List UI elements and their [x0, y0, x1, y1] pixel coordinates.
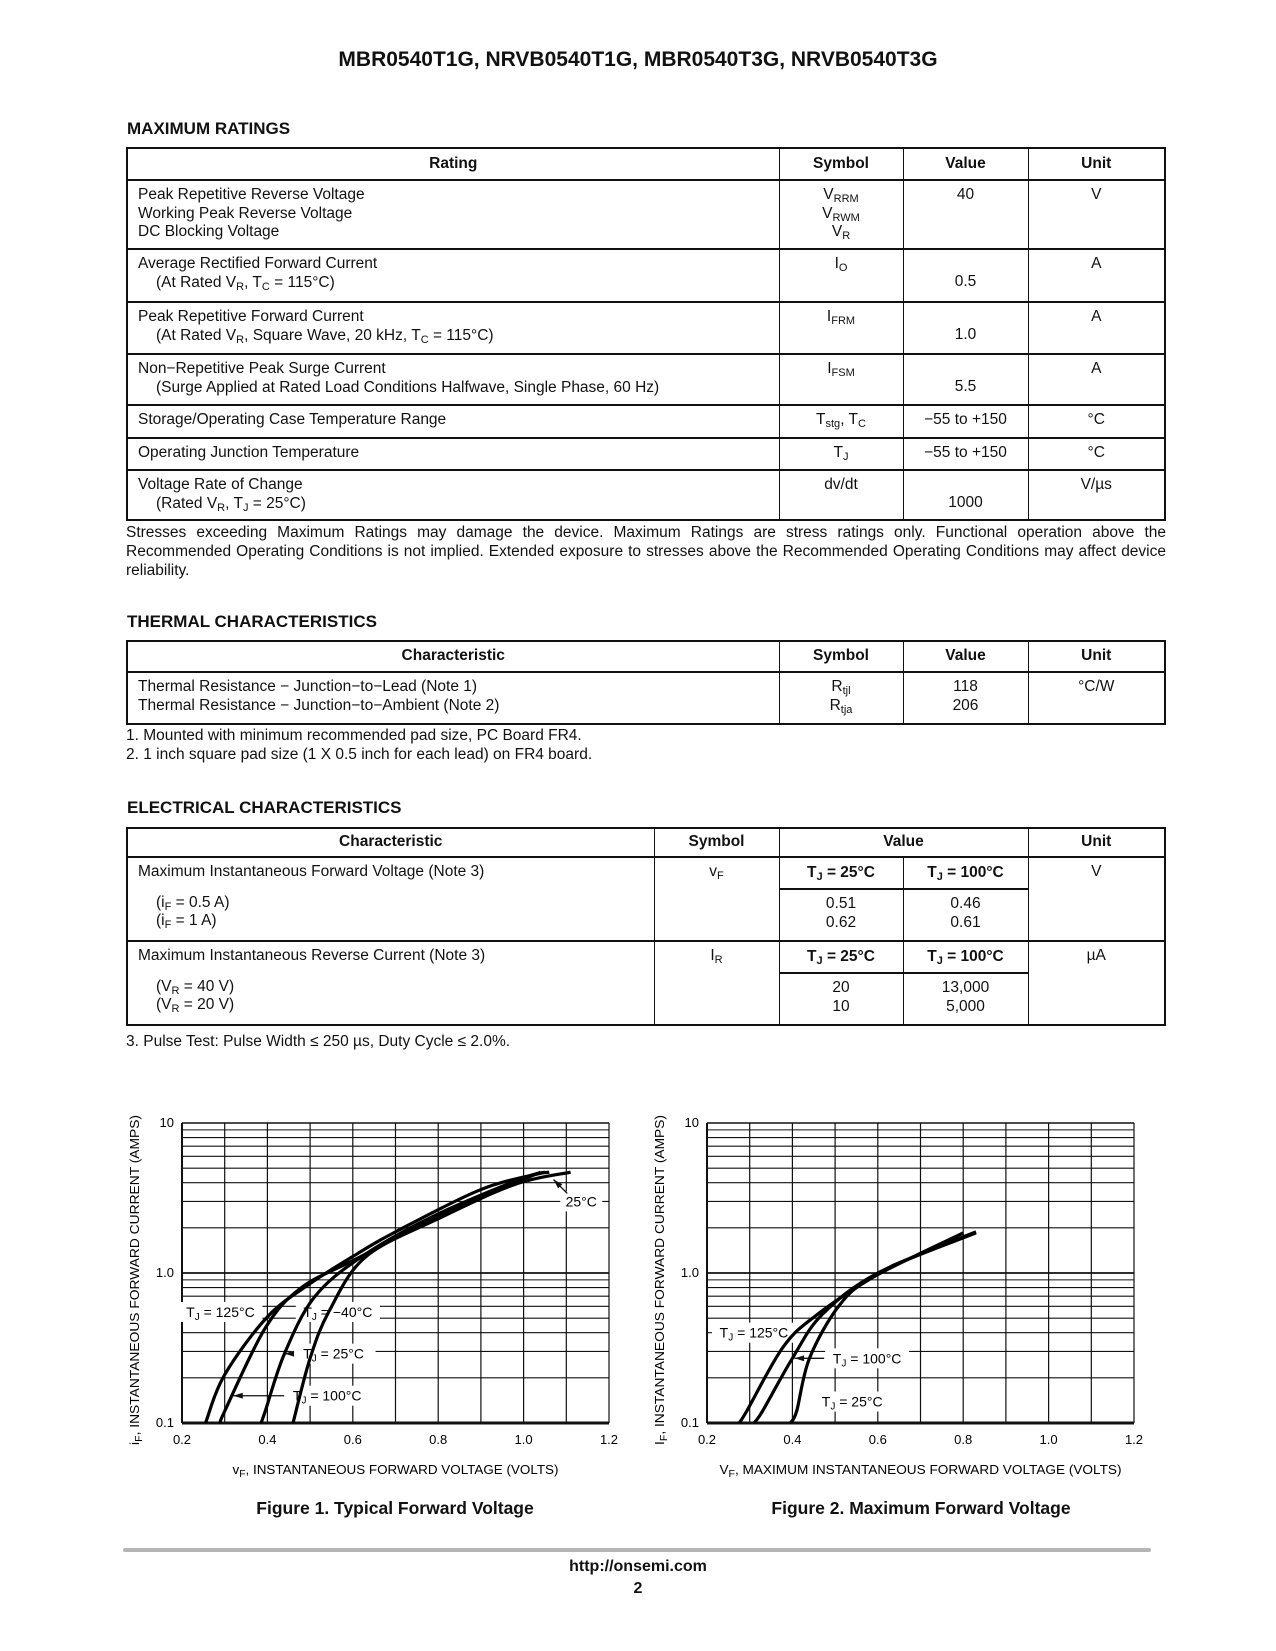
y-tick-label: 1.0	[155, 1265, 174, 1280]
value-cell	[903, 889, 1028, 941]
value: 20	[832, 979, 850, 996]
max-ratings-table	[126, 147, 1166, 521]
col-characteristic: Characteristic	[127, 641, 779, 672]
symbol-cell	[779, 470, 903, 520]
symbol: $I_{FSM}$	[827, 360, 855, 379]
thermal-note-2: 2. 1 inch square pad size (1 X 0.5 inch for each lead) on FR4 board.	[126, 746, 593, 763]
symbol-cell	[779, 302, 903, 354]
y-axis-label: $i_F$, INSTANTANEOUS FORWARD CURRENT (AMPS)	[127, 1133, 145, 1445]
x-tick-label: 1.0	[1039, 1432, 1058, 1447]
col-rating: Rating	[127, 148, 779, 180]
x-axis-label: $V_F$, MAXIMUM INSTANTANEOUS FORWARD VOLTAGE (VOLTS)	[719, 1462, 1105, 1480]
value-cell: −55 to +150	[903, 438, 1028, 470]
table-row	[127, 405, 1165, 438]
table-row	[127, 354, 1165, 405]
x-tick-label: 0.4	[783, 1432, 802, 1447]
figure-2-chart	[645, 1100, 1165, 1490]
rating-cell	[127, 405, 779, 438]
col-value: Value	[903, 641, 1028, 672]
col-unit: Unit	[1028, 148, 1165, 180]
unit-cell: °C	[1028, 405, 1165, 438]
series-curve	[220, 1172, 541, 1423]
annotation-label: $T_J = 125^\circ C$	[186, 1303, 255, 1323]
value-cell	[903, 973, 1028, 1025]
rating-line: Non−Repetitive Peak Surge Current	[138, 360, 386, 377]
value: 0.51	[825, 895, 857, 912]
col-symbol: Symbol	[779, 148, 903, 180]
value-cell: −55 to +150	[903, 405, 1028, 438]
temp-header-25: $T_J = 25^\circ C$	[779, 857, 903, 889]
symbol-cell	[779, 405, 903, 438]
unit-cell: A	[1028, 302, 1165, 354]
value-cell: 0.5	[903, 249, 1028, 302]
rating-cell	[127, 180, 779, 249]
unit-cell: A	[1028, 249, 1165, 302]
rating-cell	[127, 438, 779, 470]
value: 13,000	[941, 979, 990, 996]
unit-cell: V	[1028, 180, 1165, 249]
symbol: dv/dt	[824, 476, 858, 493]
thermal-heading: THERMAL CHARACTERISTICS	[127, 612, 377, 631]
rating-line: Peak Repetitive Reverse Voltage	[138, 186, 365, 203]
col-value: Value	[903, 148, 1028, 180]
y-axis-label: $I_F$, INSTANTANEOUS FORWARD CURRENT (AMPS)	[652, 1132, 670, 1445]
col-unit: Unit	[1028, 641, 1165, 672]
condition: ($i_F = 0.5$ A)	[156, 893, 230, 913]
figure-2-caption: Figure 2. Maximum Forward Voltage	[771, 1498, 1071, 1518]
table-row	[127, 672, 1165, 724]
col-value: Value	[779, 828, 1028, 857]
value: 206	[952, 696, 979, 714]
x-tick-label: 0.6	[868, 1432, 887, 1447]
grid	[182, 1123, 609, 1423]
arrowhead-icon	[795, 1355, 805, 1361]
value: 0.46	[950, 895, 981, 912]
rating-line: (Surge Applied at Rated Load Conditions Halfwave, Single Phase, 60 Hz)	[156, 378, 660, 396]
y-tick-label: 1.0	[680, 1265, 699, 1280]
max-ratings-heading: MAXIMUM RATINGS	[127, 119, 291, 138]
characteristic-cell	[127, 857, 654, 941]
symbol: $V_{RWM}$	[822, 204, 860, 224]
condition: ($V_R = 20$ V)	[156, 996, 235, 1015]
electrical-note: 3. Pulse Test: Pulse Width ≤ 250 µs, Duty Cycle ≤ 2.0%.	[126, 1033, 511, 1050]
x-tick-label: 1.2	[599, 1432, 619, 1447]
temp-header-100: $T_J = 100^\circ C$	[903, 857, 1028, 889]
figure-1-caption: Figure 1. Typical Forward Voltage	[256, 1498, 534, 1518]
condition: ($V_R = 40$ V)	[156, 977, 235, 997]
rating-line: Voltage Rate of Change	[138, 476, 303, 493]
value: 10	[832, 997, 850, 1015]
arrowhead-icon	[233, 1393, 243, 1399]
figure-1-chart	[120, 1100, 640, 1490]
characteristic-line: Thermal Resistance − Junction−to−Lead (Note 1)	[138, 678, 478, 695]
value-cell: 1000	[903, 470, 1028, 520]
rating-cell	[127, 249, 779, 302]
characteristic-title: Maximum Instantaneous Forward Voltage (Note 3)	[138, 863, 485, 880]
y-tick-label: 0.1	[155, 1415, 174, 1430]
x-tick-label: 0.6	[343, 1432, 362, 1447]
table-row	[127, 470, 1165, 520]
symbol: $R_{tjl}$	[831, 678, 851, 697]
symbol: $V_R$	[831, 223, 851, 242]
symbol-cell	[779, 249, 903, 302]
condition: ($i_F = 1$ A)	[156, 912, 217, 931]
characteristic-cell	[127, 941, 654, 1025]
x-tick-label: 0.8	[429, 1432, 448, 1447]
symbol: $I_O$	[834, 255, 848, 274]
x-tick-label: 1.2	[1124, 1432, 1144, 1447]
conditions	[138, 894, 644, 931]
temp-header-25: $T_J = 25^\circ C$	[779, 941, 903, 973]
table-row	[127, 857, 1165, 889]
temp-header-100: $T_J = 100^\circ C$	[903, 941, 1028, 973]
value: 0.62	[825, 913, 857, 931]
conditions	[138, 978, 644, 1015]
x-tick-label: 1.0	[514, 1432, 533, 1447]
characteristic-cell	[127, 672, 779, 724]
value-cell	[779, 973, 903, 1025]
y-tick-label: 0.1	[680, 1415, 699, 1430]
series-curve	[261, 1172, 549, 1423]
annotation-label: $T_J = 100^\circ C$	[292, 1387, 362, 1407]
unit-cell: µA	[1028, 941, 1165, 1025]
footer-divider	[123, 1548, 1151, 1552]
thermal-table	[126, 640, 1166, 725]
symbol: $V_{RRM}$	[823, 186, 859, 205]
symbol: $R_{tja}$	[829, 696, 853, 716]
rating-line: (Rated $V_R$, $T_J = 25^\circ C$)	[156, 494, 306, 514]
y-tick-label: 10	[159, 1115, 174, 1130]
x-tick-label: 0.2	[172, 1432, 192, 1447]
col-symbol: Symbol	[654, 828, 779, 857]
value: 0.61	[950, 913, 981, 931]
unit-cell: °C/W	[1028, 672, 1165, 724]
symbol: $I_{FRM}$	[826, 308, 856, 327]
series-curve	[293, 1172, 571, 1423]
x-tick-label: 0.2	[697, 1432, 717, 1447]
unit-cell: V	[1028, 857, 1165, 941]
document-title: MBR0540T1G, NRVB0540T1G, MBR0540T3G, NRVB0540T3G	[338, 48, 938, 71]
rating-line: Working Peak Reverse Voltage	[138, 204, 353, 222]
table-row	[127, 941, 1165, 973]
symbol: $T_{stg}$, $T_C$	[816, 411, 866, 430]
col-characteristic: Characteristic	[127, 828, 654, 857]
col-unit: Unit	[1028, 828, 1165, 857]
rating-line: (At Rated $V_R$, Square Wave, 20 kHz, $T_C = 115^\circ C$)	[156, 326, 494, 346]
x-tick-label: 0.8	[954, 1432, 973, 1447]
annotation-label: $T_J = 100^\circ C$	[832, 1350, 902, 1370]
symbol-cell	[779, 180, 903, 249]
symbol-cell	[779, 672, 903, 724]
col-symbol: Symbol	[779, 641, 903, 672]
table-row	[127, 438, 1165, 470]
rating-cell	[127, 470, 779, 520]
symbol-cell	[779, 354, 903, 405]
value-cell	[779, 889, 903, 941]
rating-line: (At Rated $V_R$, $T_C = 115^\circ C$)	[156, 273, 335, 293]
thermal-note-1: 1. Mounted with minimum recommended pad size, PC Board FR4.	[126, 727, 582, 744]
symbol: $T_J$	[833, 444, 849, 463]
unit-cell: °C	[1028, 438, 1165, 470]
symbol-cell: $v_F$	[654, 857, 779, 941]
value-cell: 40	[903, 180, 1028, 249]
value: 118	[953, 678, 978, 695]
y-tick-label: 10	[684, 1115, 699, 1130]
footer-url[interactable]: http://onsemi.com	[569, 1558, 707, 1575]
table-row	[127, 180, 1165, 249]
x-tick-label: 0.4	[258, 1432, 277, 1447]
electrical-table	[126, 827, 1166, 1026]
annotation-label: $T_J = 25^\circ C$	[821, 1393, 883, 1413]
rating-line: Operating Junction Temperature	[138, 444, 360, 461]
rating-line: Storage/Operating Case Temperature Range	[138, 411, 447, 428]
rating-line: Average Rectified Forward Current	[138, 255, 378, 272]
electrical-heading: ELECTRICAL CHARACTERISTICS	[127, 798, 402, 817]
rating-cell	[127, 302, 779, 354]
x-axis-label: $v_F$, INSTANTANEOUS FORWARD VOLTAGE (VOLTS)	[232, 1462, 549, 1480]
rating-cell	[127, 354, 779, 405]
page-number: 2	[633, 1580, 643, 1597]
annotation-label: $T_J = -40^\circ C$	[303, 1303, 373, 1323]
characteristic-title: Maximum Instantaneous Reverse Current (Note 3)	[138, 947, 486, 964]
max-ratings-note: Stresses exceeding Maximum Ratings may damage the device. Maximum Ratings are stress ratings only. Functional operation above the Recommended Operating Conditions is not implied. Extended exposure to stresses above the Recommended Operating Conditions may affect device reliability.	[126, 524, 1166, 579]
rating-line: DC Blocking Voltage	[138, 223, 280, 240]
value-cell	[903, 672, 1028, 724]
characteristic-line: Thermal Resistance − Junction−to−Ambient (Note 2)	[138, 696, 500, 714]
annotation-label: 25°C	[565, 1193, 597, 1210]
value-cell: 5.5	[903, 354, 1028, 405]
annotation-label: $T_J = 125^\circ C$	[719, 1324, 789, 1344]
symbol-cell: $I_R$	[654, 941, 779, 1025]
symbol-cell	[779, 438, 903, 470]
value-cell: 1.0	[903, 302, 1028, 354]
series-curve	[205, 1172, 544, 1423]
value: 5,000	[946, 997, 985, 1015]
rating-line: Peak Repetitive Forward Current	[138, 308, 364, 325]
table-row	[127, 249, 1165, 302]
unit-cell: V/µs	[1028, 470, 1165, 520]
annotation-label: $T_J = 25^\circ C$	[303, 1345, 364, 1365]
table-row	[127, 302, 1165, 354]
unit-cell: A	[1028, 354, 1165, 405]
grid	[707, 1123, 1134, 1423]
